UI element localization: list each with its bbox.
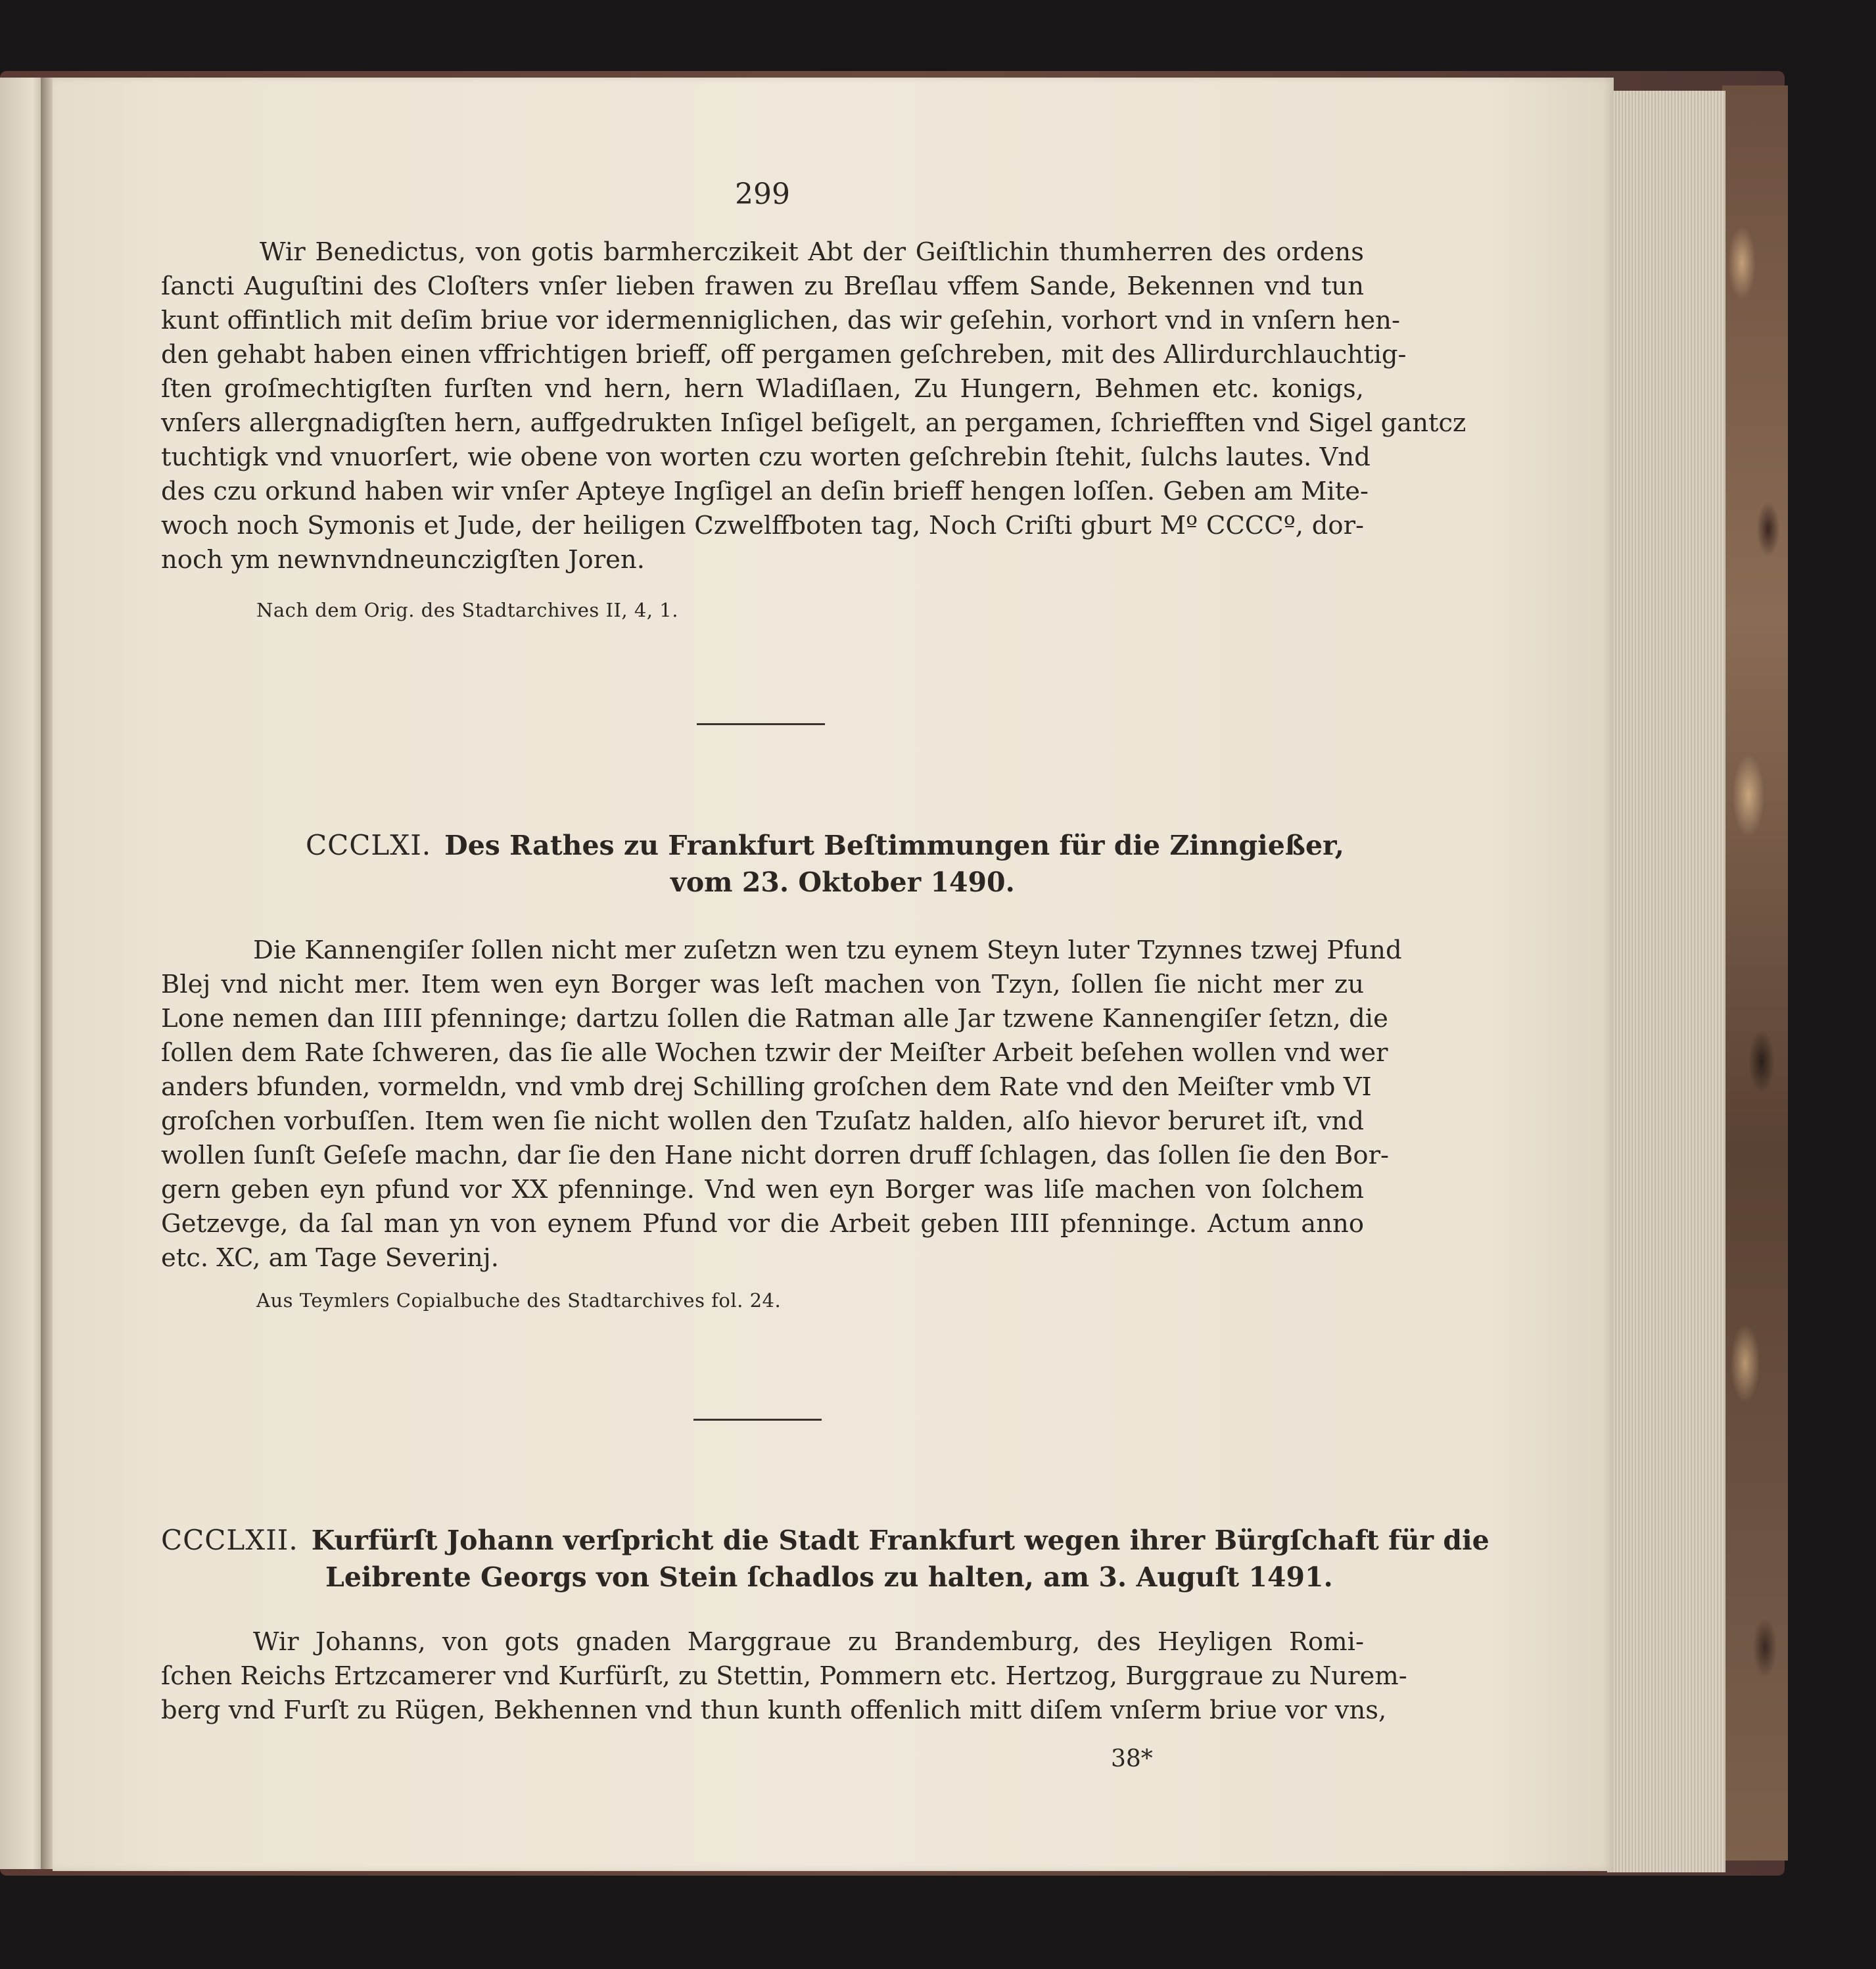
document-date: Leibrente Georgs von Stein ſchadlos zu halten, am 3. Auguſt 1491. — [325, 1561, 1333, 1593]
source-note-1: Nach dem Orig. des Stadtarchives II, 4, 1. — [256, 599, 678, 621]
text-line: anders bfunden, vormeldn, vnd vmb drej Schilling groſchen dem Rate vnd den Meiſter vmb VI — [161, 1072, 1372, 1102]
text-line: ſollen dem Rate ſchweren, das ſie alle Wochen tzwir der Meiſter Arbeit beſehen wollen vnd wer — [161, 1038, 1388, 1068]
page-number: 299 — [735, 178, 790, 211]
document-text-1 — [161, 235, 1466, 577]
text-line: tuchtigk vnd vnuorſert, wie obene von worten czu worten geſchrebin ſtehit, ſulchs lautes. Vnd — [161, 442, 1371, 472]
document-title: Kurfürſt Johann verſpricht die Stadt Frankfurt wegen ihrer Bürgſchaft für die — [311, 1525, 1489, 1556]
text-line: wollen ſunſt Geſeſe machn, dar ſie den Hane nicht dorren druff ſchlagen, das ſollen ſie den Bor- — [161, 1141, 1389, 1170]
left-page-sliver — [0, 78, 46, 1869]
text-line: Die Kannengiſer ſollen nicht mer zuſetzn wen tzu eynem Steyn luter Tzynnes tzwej Pfund — [253, 936, 1402, 965]
section-divider — [693, 1419, 822, 1421]
document-title: Des Rathes zu Frankfurt Beſtimmungen für die Zinngießer, — [444, 830, 1344, 861]
text-line: Wir Benedictus, von gotis barmherczikeit Abt der Geiſtlichin thumherren des ordens — [260, 237, 1364, 267]
section-divider — [697, 723, 825, 725]
text-line: ſancti Auguſtini des Cloſters vnſer lieben frawen zu Breſlau vffem Sande, Bekennen vnd tun — [161, 272, 1364, 301]
document-heading-2 — [306, 827, 1344, 901]
text-line: noch ym newnvndneunczigſten Joren. — [161, 545, 645, 575]
document-date: vom 23. Oktober 1490. — [670, 866, 1015, 898]
text-line: des czu orkund haben wir vnſer Apteye Ingſigel an deſin brieff hengen loſſen. Geben am Mite- — [161, 477, 1369, 506]
text-line: ſchen Reichs Ertzcamerer vnd Kurfürſt, zu Stettin, Pommern etc. Hertzog, Burggraue zu Nurem- — [161, 1661, 1407, 1691]
marbled-cover-board — [1722, 85, 1788, 1861]
text-line: gern geben eyn pfund vor XX pfenninge. Vnd wen eyn Borger was liſe machen von ſolchem — [161, 1175, 1364, 1204]
text-line: den gehabt haben einen vffrichtigen brieff, off pergamen geſchreben, mit des Allirdurchlauchtig- — [161, 340, 1407, 369]
text-line: berg vnd Furſt zu Rügen, Bekhennen vnd thun kunth offenlich mitt diſem vnſerm briue vor vns, — [161, 1696, 1387, 1725]
document-number: CCCLXII. — [161, 1524, 298, 1556]
document-text-3 — [161, 1625, 1407, 1728]
signature-mark: 38* — [1111, 1745, 1153, 1772]
text-line: woch noch Symonis et Jude, der heiligen Czwelffboten tag, Noch Criſti gburt Mº CCCCº, dor- — [161, 511, 1364, 540]
text-line: kunt offintlich mit deſim briue vor idermenniglichen, das wir geſehin, vorhort vnd in vnſern hen- — [161, 306, 1400, 335]
text-line: groſchen vorbuſſen. Item wen ſie nicht wollen den Tzuſatz halden, alſo hievor beruret iſt, vnd — [161, 1106, 1364, 1136]
text-line: etc. XC, am Tage Severinj. — [161, 1243, 499, 1273]
text-line: ſten groſmechtigſten furſten vnd hern, hern Wladiſlaen, Zu Hungern, Behmen etc. konigs, — [161, 374, 1364, 404]
text-line: Wir Johanns, von gots gnaden Marggraue zu Brandemburg, des Heyligen Romi- — [253, 1627, 1364, 1657]
document-heading-3 — [161, 1522, 1489, 1596]
text-line: Blej vnd nicht mer. Item wen eyn Borger was leſt machen von Tzyn, ſollen ſie nicht mer zu — [161, 970, 1364, 999]
text-line: Getzevge, da ſal man yn von eynem Pfund vor die Arbeit geben IIII pfenninge. Actum anno — [161, 1209, 1364, 1239]
document-text-2 — [161, 934, 1402, 1275]
source-note-2: Aus Teymlers Copialbuche des Stadtarchives fol. 24. — [256, 1289, 782, 1312]
page-edges — [1607, 91, 1725, 1872]
document-number: CCCLXI. — [306, 829, 432, 861]
text-line: Lone nemen dan IIII pfenninge; dartzu ſollen die Ratman alle Jar tzwene Kannengiſer ſetzn, die — [161, 1004, 1388, 1033]
text-line: vnſers allergnadigſten hern, auffgedrukten Inſigel beſigelt, an pergamen, ſchriefften vnd Sigel gantcz — [161, 408, 1466, 438]
